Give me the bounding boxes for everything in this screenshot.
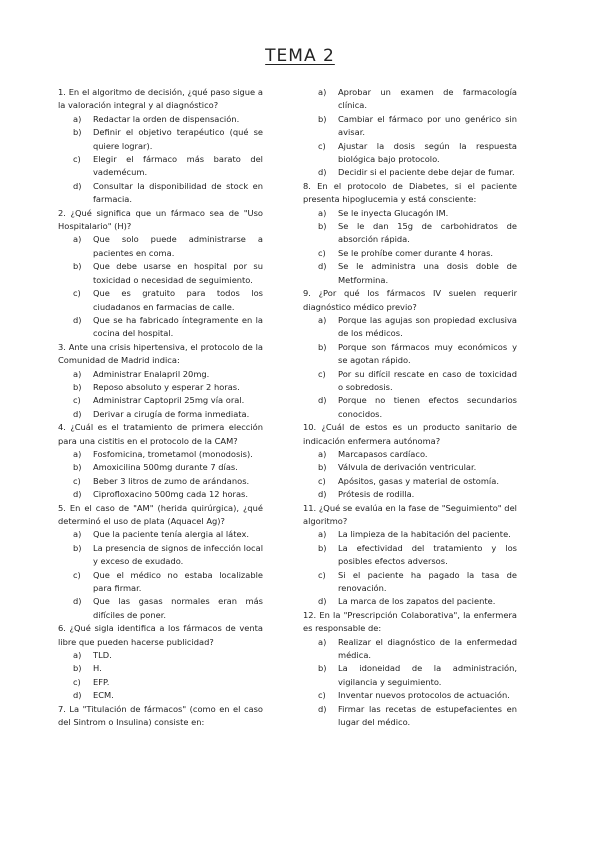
option-letter: c) [73, 676, 81, 687]
answer-option [303, 86, 517, 113]
option-text: La idoneidad de la administración, vigilancia y seguimiento. [338, 663, 517, 687]
answer-option [58, 488, 263, 501]
option-letter: c) [318, 690, 326, 701]
answer-option [303, 461, 517, 474]
option-letter: d) [318, 167, 327, 178]
right-column [303, 86, 517, 730]
answer-option [58, 475, 263, 488]
answer-option [58, 314, 263, 341]
answer-option [58, 113, 263, 126]
question-text: 4. ¿Cuál es el tratamiento de primera elección para una cistitis en el protocolo de la CAM? [58, 422, 263, 446]
option-letter: a) [73, 234, 82, 245]
option-letter: d) [318, 261, 327, 272]
option-letter: c) [73, 569, 81, 580]
answer-option [58, 689, 263, 702]
option-text: Que solo puede administrarse a pacientes en coma. [93, 234, 263, 258]
option-letter: c) [318, 140, 326, 151]
answer-option [58, 180, 263, 207]
answer-option [58, 408, 263, 421]
option-letter: c) [318, 368, 326, 379]
answer-option [58, 569, 263, 596]
option-letter: b) [318, 542, 327, 553]
option-text: Realizar el diagnóstico de la enfermedad médica. [338, 636, 517, 661]
answer-option [58, 676, 263, 689]
option-text: TLD. [93, 650, 112, 661]
option-letter: a) [73, 529, 82, 540]
option-text: Se le prohíbe comer durante 4 horas. [338, 247, 494, 258]
option-letter: c) [318, 569, 326, 580]
option-letter: d) [73, 180, 82, 191]
answer-option [58, 260, 263, 287]
option-text: ECM. [93, 690, 114, 701]
option-text: Cambiar el fármaco por uno genérico sin avisar. [338, 113, 517, 138]
option-text: Administrar Captopril 25mg vía oral. [93, 395, 245, 406]
answer-option [303, 394, 517, 421]
option-letter: c) [318, 247, 326, 258]
option-text: Consultar la disponibilidad de stock en farmacia. [93, 180, 263, 205]
answer-option [303, 448, 517, 461]
option-text: Válvula de derivación ventricular. [338, 462, 477, 473]
answer-option [303, 475, 517, 488]
option-letter: d) [73, 408, 82, 419]
option-letter: d) [73, 314, 82, 325]
answer-option [58, 595, 263, 622]
option-letter: b) [73, 261, 82, 272]
option-text: Si el paciente ha pagado la tasa de renovación. [338, 569, 517, 594]
option-letter: d) [73, 690, 82, 701]
option-letter: d) [318, 596, 327, 607]
option-text: Amoxicilina 500mg durante 7 días. [93, 462, 238, 473]
page-title: TEMA 2 [265, 46, 335, 66]
option-letter: b) [73, 127, 82, 138]
answer-option [303, 636, 517, 663]
answer-option [303, 247, 517, 260]
option-letter: a) [318, 636, 327, 647]
answer-option [58, 461, 263, 474]
answer-option [58, 126, 263, 153]
option-letter: b) [73, 381, 82, 392]
option-text: Por su difícil rescate en caso de toxicidad o sobredosis. [338, 368, 517, 392]
option-text: Inventar nuevos protocolos de actuación. [338, 690, 510, 701]
answer-option [303, 220, 517, 247]
answer-option [303, 689, 517, 702]
option-letter: b) [318, 663, 327, 674]
option-letter: b) [318, 341, 327, 352]
option-text: Que las gasas normales eran más difíciles de poner. [93, 596, 263, 620]
answer-option [58, 381, 263, 394]
option-letter: a) [318, 314, 327, 325]
option-letter: b) [73, 462, 82, 473]
option-text: Elegir el fármaco más barato del vademécum. [93, 154, 263, 178]
option-letter: d) [73, 596, 82, 607]
answer-option [303, 703, 517, 730]
answer-option [58, 394, 263, 407]
option-text: H. [93, 663, 102, 674]
option-letter: c) [73, 395, 81, 406]
answer-option [303, 314, 517, 341]
answer-option [58, 153, 263, 180]
left-column [58, 86, 263, 730]
answer-option [303, 595, 517, 608]
option-letter: a) [73, 448, 82, 459]
option-letter: c) [318, 475, 326, 486]
option-letter: a) [73, 650, 82, 661]
answer-option [303, 166, 517, 179]
option-letter: d) [73, 489, 82, 500]
option-letter: a) [318, 87, 327, 97]
option-letter: b) [318, 462, 327, 473]
option-text: La limpieza de la habitación del paciente. [338, 529, 511, 540]
option-text: Ciprofloxacino 500mg cada 12 horas. [93, 489, 248, 500]
question-text: 9. ¿Por qué los fármacos IV suelen requerir diagnóstico médico previo? [303, 288, 517, 312]
option-text: Reposo absoluto y esperar 2 horas. [93, 381, 240, 392]
option-letter: d) [318, 489, 327, 500]
answer-option [303, 569, 517, 596]
option-text: Se le inyecta Glucagón IM. [338, 207, 449, 218]
option-text: La efectividad del tratamiento y los posibles efectos adversos. [338, 542, 517, 567]
option-text: Administrar Enalapril 20mg. [93, 368, 210, 379]
answer-option [58, 542, 263, 569]
question-text: 6. ¿Qué sigla identifica a los fármacos de venta libre que pueden hacerse publicidad? [58, 623, 263, 647]
option-text: Que es gratuito para todos los ciudadanos en farmacias de calle. [93, 288, 263, 312]
option-text: EFP. [93, 676, 110, 687]
option-letter: c) [73, 475, 81, 486]
answer-option [303, 368, 517, 395]
answer-option [303, 662, 517, 689]
answer-option [58, 233, 263, 260]
option-text: Prótesis de rodilla. [338, 489, 415, 500]
option-text: Que la paciente tenía alergia al látex. [93, 529, 250, 540]
option-text: Definir el objetivo terapéutico (qué se quiere lograr). [93, 127, 263, 151]
answer-option [58, 528, 263, 541]
option-text: Decidir si el paciente debe dejar de fumar. [338, 167, 515, 178]
option-letter: b) [318, 113, 327, 124]
question-text: 5. En el caso de "AM" (herida quirúrgica), ¿qué determinó el uso de plata (Aquacel Ag)? [58, 502, 263, 526]
option-letter: a) [318, 448, 327, 459]
option-text: Apósitos, gasas y material de ostomía. [338, 475, 499, 486]
option-text: Que debe usarse en hospital por su toxicidad o necesidad de seguimiento. [93, 261, 263, 285]
answer-option [303, 207, 517, 220]
option-text: Ajustar la dosis según la respuesta biológica bajo protocolo. [338, 140, 517, 165]
answer-option [58, 662, 263, 675]
option-text: Se le dan 15g de carbohidratos de absorción rápida. [338, 221, 517, 245]
answer-option [58, 368, 263, 381]
option-text: Firmar las recetas de estupefacientes en lugar del médico. [338, 703, 517, 728]
answer-option [303, 113, 517, 140]
option-text: Redactar la orden de dispensación. [93, 113, 240, 124]
question-text: 2. ¿Qué significa que un fármaco sea de "Uso Hospitalario" (H)? [58, 207, 263, 232]
answer-option [303, 488, 517, 501]
answer-option [58, 649, 263, 662]
option-text: Que se ha fabricado íntegramente en la cocina del hospital. [93, 314, 263, 339]
option-letter: c) [73, 288, 81, 299]
question-text: 10. ¿Cuál de estos es un producto sanitario de indicación enfermera autónoma? [303, 422, 517, 446]
option-text: La presencia de signos de infección local y exceso de exudado. [93, 542, 263, 567]
option-text: Derivar a cirugía de forma inmediata. [93, 408, 250, 419]
answer-option [303, 528, 517, 541]
option-text: Aprobar un examen de farmacología clínica. [338, 87, 517, 111]
option-letter: a) [318, 529, 327, 540]
option-letter: b) [318, 221, 327, 232]
answer-option [303, 260, 517, 287]
question-text: 12. En la "Prescripción Colaborativa", la enfermera es responsable de: [303, 609, 517, 634]
option-text: Porque no tienen efectos secundarios conocidos. [338, 395, 517, 419]
option-text: Marcapasos cardíaco. [338, 448, 428, 459]
option-letter: b) [73, 542, 82, 553]
option-letter: d) [318, 703, 327, 714]
option-text: Beber 3 litros de zumo de arándanos. [93, 475, 250, 486]
question-text: 1. En el algoritmo de decisión, ¿qué paso sigue a la valoración integral y al diagnóstico? [58, 87, 263, 111]
option-text: La marca de los zapatos del paciente. [338, 596, 496, 607]
question-text: 11. ¿Qué se evalúa en la fase de "Seguimiento" del algoritmo? [303, 502, 517, 526]
answer-option [58, 287, 263, 314]
answer-option [303, 140, 517, 167]
answer-option [303, 542, 517, 569]
option-text: Que el médico no estaba localizable para firmar. [93, 569, 263, 594]
option-text: Porque son fármacos muy económicos y se agotan rápido. [338, 341, 517, 366]
answer-option [303, 341, 517, 368]
answer-option [58, 448, 263, 461]
option-letter: b) [73, 663, 82, 674]
option-text: Fosfomicina, trometamol (monodosis). [93, 448, 253, 459]
option-text: Se le administra una dosis doble de Metformina. [338, 261, 517, 285]
option-letter: c) [73, 154, 81, 165]
question-text: 3. Ante una crisis hipertensiva, el protocolo de la Comunidad de Madrid indica: [58, 341, 263, 366]
question-text: 7. La "Titulación de fármacos" (como en el caso del Sintrom o Insulina) consiste en: [58, 703, 263, 728]
option-letter: a) [73, 368, 82, 379]
option-text: Porque las agujas son propiedad exclusiva de los médicos. [338, 314, 517, 339]
option-letter: a) [318, 207, 327, 218]
option-letter: a) [73, 113, 82, 124]
question-text: 8. En el protocolo de Diabetes, si el paciente presenta hipoglucemia y está consciente: [303, 180, 517, 205]
option-letter: d) [318, 395, 327, 406]
